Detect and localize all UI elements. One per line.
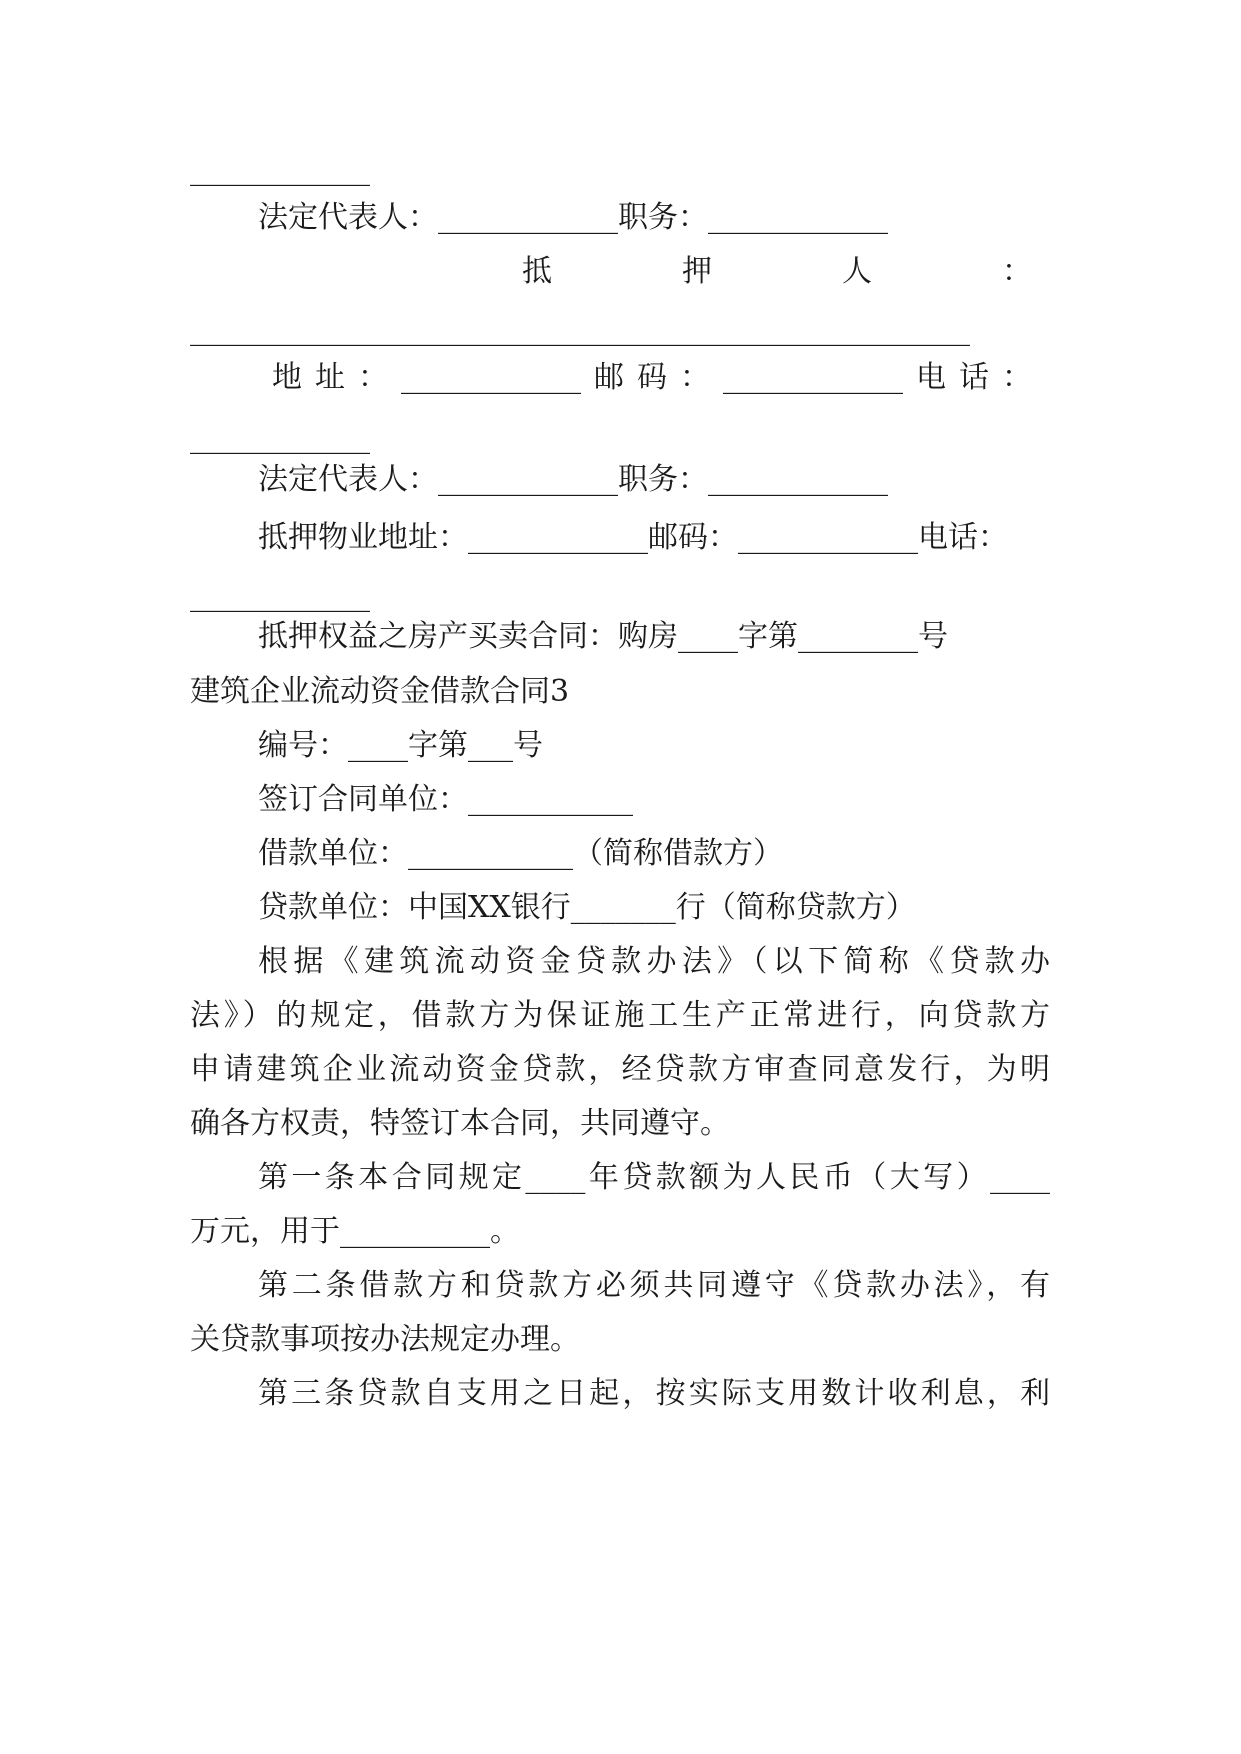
lender-line: 贷款单位：中国XX银行_______行（简称贷款方） — [258, 890, 916, 925]
property-address-line: 抵押物业地址：____________邮码：____________电话： — [258, 520, 1008, 555]
address-part: ： — [358, 360, 388, 395]
blank-line: ____________ — [190, 578, 370, 613]
paragraph-line: 根据《建筑流动资金贷款办法》（以下简称《贷款办 — [258, 944, 1050, 979]
address-part: ____________ — [723, 360, 903, 395]
contract-title: 建筑企业流动资金借款合同3 — [190, 674, 570, 709]
pledger-label — [522, 252, 1032, 292]
paragraph-line: 法》）的规定，借款方为保证施工生产正常进行，向贷款方 — [190, 998, 1050, 1033]
blank-line: ____________ — [190, 420, 370, 455]
paragraph-line: 确各方权责，特签订本合同，共同遵守。 — [190, 1106, 730, 1141]
article-line: 第二条借款方和贷款方必须共同遵守《贷款办法》，有 — [258, 1268, 1050, 1303]
contract-number-line: 编号：____字第___号 — [258, 728, 543, 763]
address-part: 码 — [637, 360, 667, 395]
address-part: 址 — [315, 360, 345, 395]
article-line: 万元，用于__________。 — [190, 1214, 520, 1249]
article-line: 关贷款事项按办法规定办理。 — [190, 1322, 580, 1357]
pledger-char: 人 — [842, 254, 872, 289]
address-part: ： — [1002, 360, 1032, 395]
legal-rep-line: 法定代表人：____________职务：____________ — [258, 200, 888, 235]
purchase-contract-line: 抵押权益之房产买卖合同：购房____字第________号 — [258, 619, 948, 654]
paragraph-line: 申请建筑企业流动资金贷款，经贷款方审查同意发行，为明 — [190, 1052, 1050, 1087]
pledger-char: ： — [1002, 254, 1032, 289]
pledger-char: 抵 — [522, 254, 552, 289]
article-line: 第三条贷款自支用之日起，按实际支用数计收利息，利 — [258, 1376, 1050, 1411]
article-line: 第一条本合同规定____年贷款额为人民币（大写）____ — [258, 1160, 1050, 1195]
address-part: 地 — [272, 360, 302, 395]
address-part: ____________ — [401, 360, 581, 395]
legal-rep-line: 法定代表人：____________职务：____________ — [258, 462, 888, 497]
address-part: 话 — [959, 360, 989, 395]
borrower-line: 借款单位：___________（简称借款方） — [258, 836, 783, 871]
address-part: 电 — [916, 360, 946, 395]
blank-line-long: ____________________________________________________ — [190, 312, 970, 347]
pledger-char: 押 — [682, 254, 712, 289]
address-line — [272, 358, 1032, 398]
address-part: 邮 — [594, 360, 624, 395]
signing-unit-line: 签订合同单位：___________ — [258, 782, 633, 817]
blank-line: ____________ — [190, 152, 370, 187]
address-part: ： — [680, 360, 710, 395]
